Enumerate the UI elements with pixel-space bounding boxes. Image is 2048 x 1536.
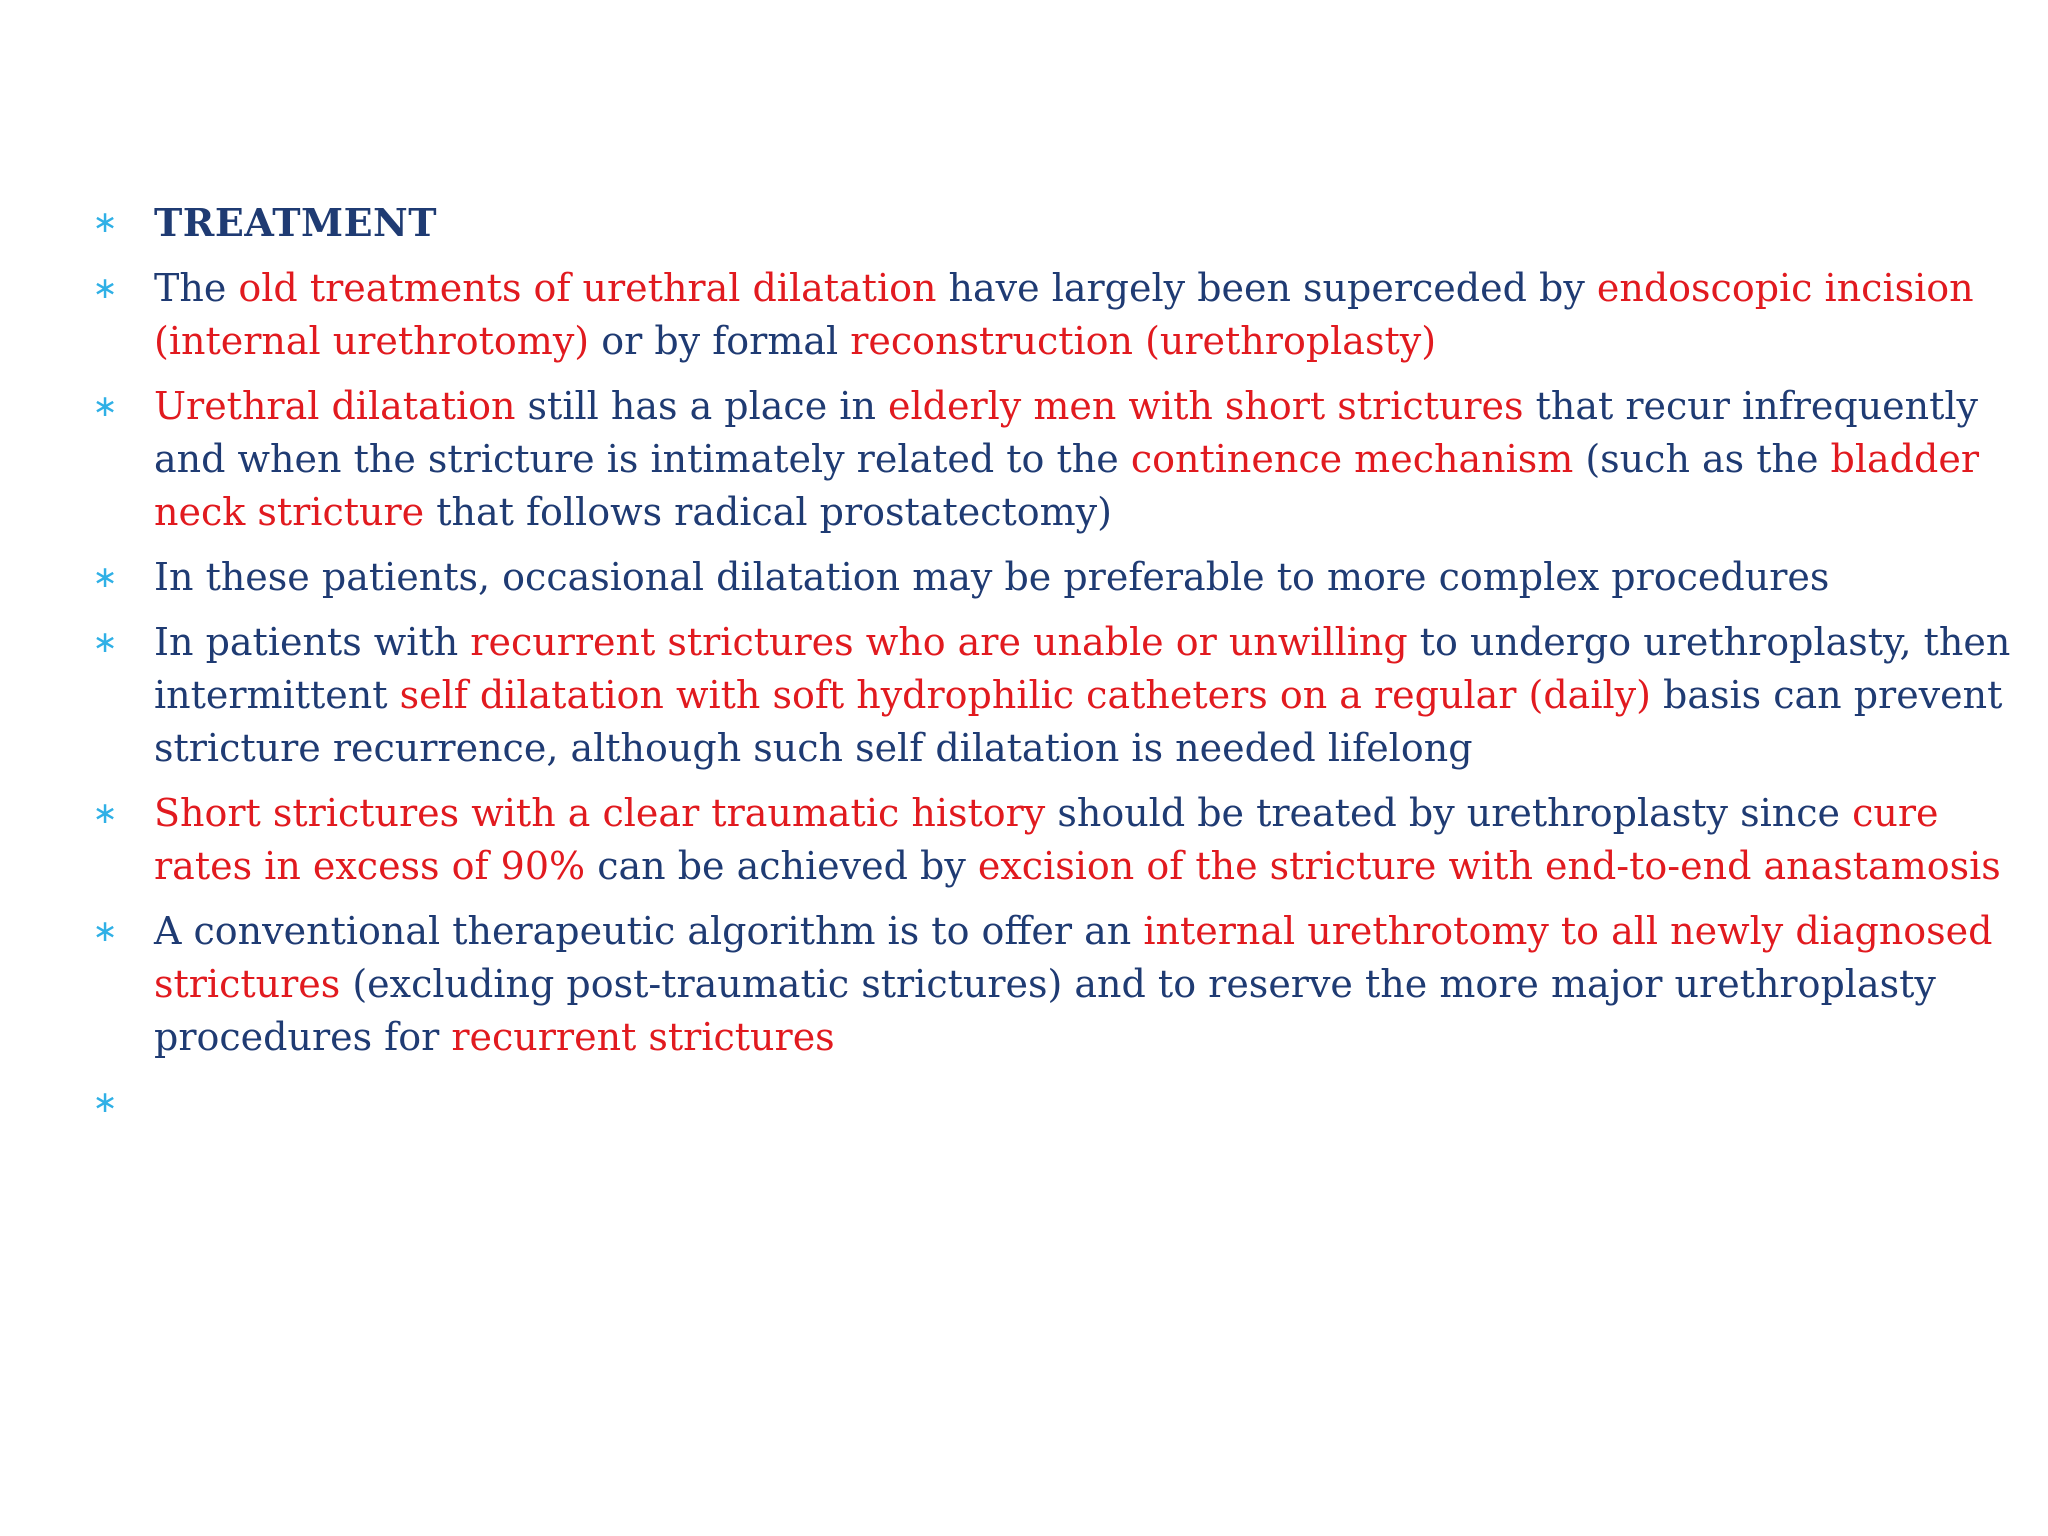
highlighted-text: recurrent strictures [451, 1015, 835, 1059]
highlighted-text: reconstruction (urethroplasty) [850, 319, 1437, 363]
highlighted-text: cure rates in excess of 90% [154, 791, 1939, 888]
highlighted-text: recurrent strictures who are unable or unwilling [470, 620, 1408, 664]
bullet-occasional-dilatation [90, 551, 2020, 604]
body-text: A conventional therapeutic algorithm is to offer an [154, 909, 1144, 953]
body-text: In these patients, occasional dilatation may be preferable to more complex procedures [154, 555, 1830, 599]
body-text: basis can prevent stricture recurrence, although such self dilatation is needed lifelong [154, 673, 2003, 770]
body-text: that recur infrequently and when the stricture is intimately related to the [154, 384, 1979, 481]
bullet-dilatation-place [90, 380, 2020, 539]
bullet-marker-icon: ∗ [92, 389, 118, 424]
body-text: or by formal [589, 319, 851, 363]
body-text: The [154, 266, 239, 310]
highlighted-text: Short strictures with a clear traumatic history [154, 791, 1046, 835]
highlighted-text: bladder neck stricture [154, 437, 1979, 534]
highlighted-text: internal urethrotomy to all newly diagnosed strictures [154, 909, 1993, 1006]
body-text: to undergo urethroplasty, then intermittent [154, 620, 2011, 717]
highlighted-text: self dilatation with soft hydrophilic catheters on a regular (daily) [399, 673, 1651, 717]
bullet-marker-icon: ∗ [92, 796, 118, 831]
bullet-marker-icon: ∗ [92, 625, 118, 660]
body-text: that follows radical prostatectomy) [424, 490, 1112, 534]
treatment-heading [90, 196, 2020, 250]
highlighted-text: continence mechanism [1130, 437, 1574, 481]
body-text: TREATMENT [154, 200, 438, 245]
highlighted-text: elderly men with short strictures [888, 384, 1524, 428]
bullet-recurrent-strictures [90, 616, 2020, 775]
bullet-marker-icon: ∗ [92, 205, 118, 240]
bullet-old-treatments [90, 262, 2020, 368]
body-text: (such as the [1573, 437, 1831, 481]
body-text: should be treated by urethroplasty since [1045, 791, 1853, 835]
body-text: have largely been superceded by [936, 266, 1597, 310]
highlighted-text: endoscopic incision (internal urethrotomy) [154, 266, 1974, 363]
highlighted-text: Urethral dilatation [154, 384, 516, 428]
bullet-traumatic-strictures [90, 787, 2020, 893]
highlighted-text: excision of the stricture with end-to-end anastamosis [977, 844, 2001, 888]
bullet-marker-icon: ∗ [92, 271, 118, 306]
body-text: still has a place in [515, 384, 888, 428]
bullet-marker-icon: ∗ [92, 1085, 118, 1120]
body-text: can be achieved by [585, 844, 978, 888]
body-text: (excluding post-traumatic strictures) and to reserve the more major urethroplasty procedures for [154, 962, 1936, 1059]
bullet-list [90, 196, 2020, 1120]
bullet-marker-icon: ∗ [92, 560, 118, 595]
body-text: In patients with [154, 620, 471, 664]
bullet-marker-icon: ∗ [92, 914, 118, 949]
highlighted-text: old treatments of urethral dilatation [238, 266, 937, 310]
bullet-therapeutic-algorithm [90, 905, 2020, 1064]
